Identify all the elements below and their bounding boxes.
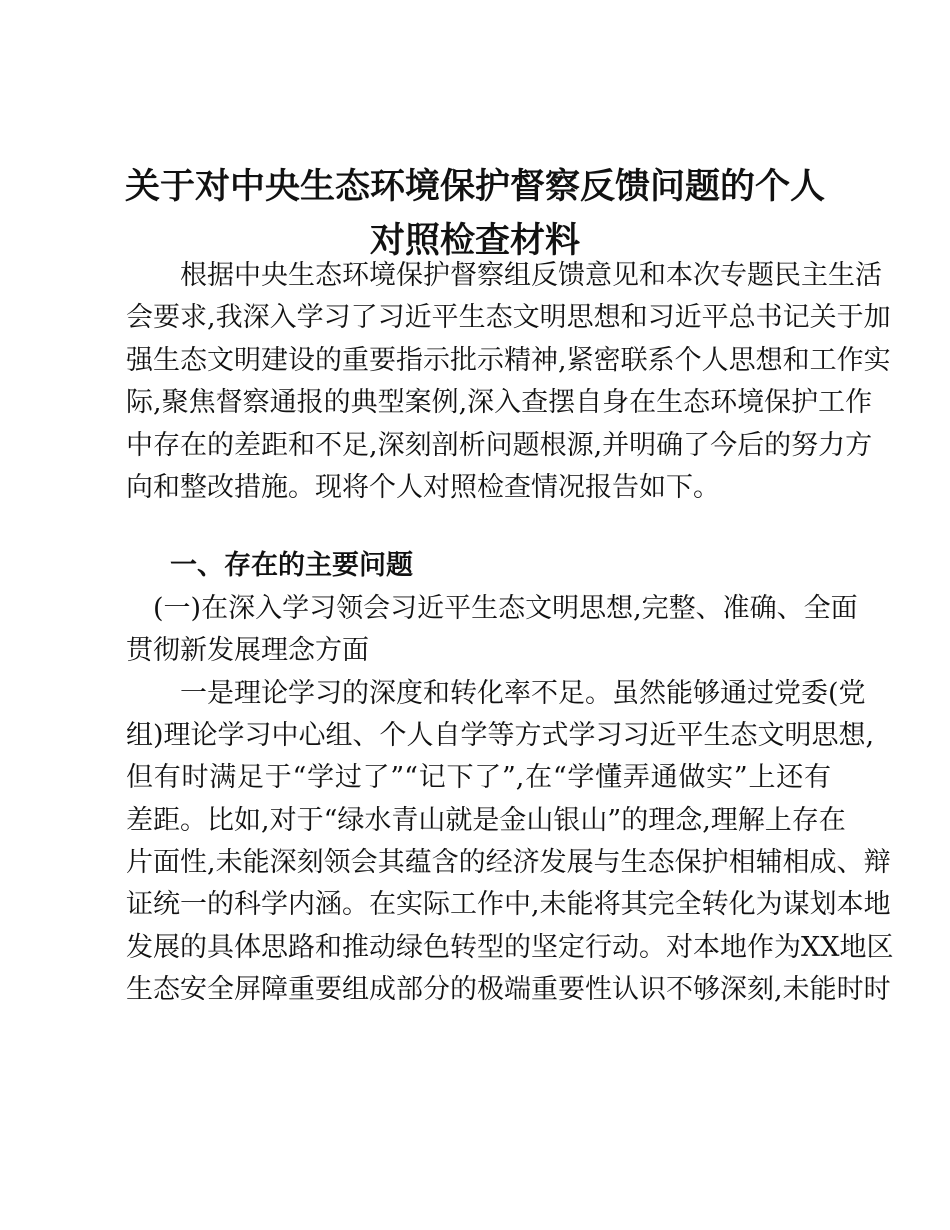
text-line: 组)理论学习中心组、个人自学等方式学习习近平生态文明思想, bbox=[126, 719, 875, 751]
intro-paragraph bbox=[126, 255, 891, 509]
text-line: 但有时满足于“学过了”“记下了”,在“学懂弄通做实”上还有 bbox=[126, 762, 831, 794]
text-line: 会要求,我深入学习了习近平生态文明思想和习近平总书记关于加 bbox=[126, 302, 891, 334]
document-body bbox=[126, 255, 894, 1012]
section-heading: 一、存在的主要问题 bbox=[170, 550, 413, 582]
text-line: 中存在的差距和不足,深刻剖析问题根源,并明确了今后的努力方 bbox=[126, 429, 873, 461]
text-line: 片面性,未能深刻领会其蕴含的经济发展与生态保护相辅相成、辩 bbox=[126, 847, 891, 879]
text-line: 根据中央生态环境保护督察组反馈意见和本次专题民主生活 bbox=[126, 260, 882, 291]
text-line: 证统一的科学内涵。在实际工作中,未能将其完全转化为谋划本地 bbox=[126, 889, 891, 921]
title-line-2: 对照检查材料 bbox=[369, 220, 580, 261]
text-line: 发展的具体思路和推动绿色转型的坚定行动。对本地作为XX地区 bbox=[126, 931, 894, 963]
text-line: (一)在深入学习领会习近平生态文明思想,完整、准确、全面 bbox=[126, 592, 858, 624]
title-line-1: 关于对中央生态环境保护督察反馈问题的个人 bbox=[124, 166, 825, 207]
text-line: 际,聚焦督察通报的典型案例,深入查摆自身在生态环境保护工作 bbox=[126, 387, 873, 419]
text-line: 一是理论学习的深度和转化率不足。虽然能够通过党委(党 bbox=[126, 677, 866, 709]
text-line: 差距。比如,对于“绿水青山就是金山银山”的理念,理解上存在 bbox=[126, 804, 846, 836]
subsection-heading bbox=[126, 588, 858, 673]
text-line: 生态安全屏障重要组成部分的极端重要性认识不够深刻,未能时时 bbox=[126, 974, 891, 1006]
text-line: 向和整改措施。现将个人对照检查情况报告如下。 bbox=[126, 471, 720, 503]
document-title bbox=[120, 160, 830, 268]
text-line: 强生态文明建设的重要指示批示精神,紧密联系个人思想和工作实 bbox=[126, 344, 891, 376]
text-line: 贯彻新发展理念方面 bbox=[126, 635, 369, 667]
point-paragraph bbox=[126, 673, 894, 1012]
